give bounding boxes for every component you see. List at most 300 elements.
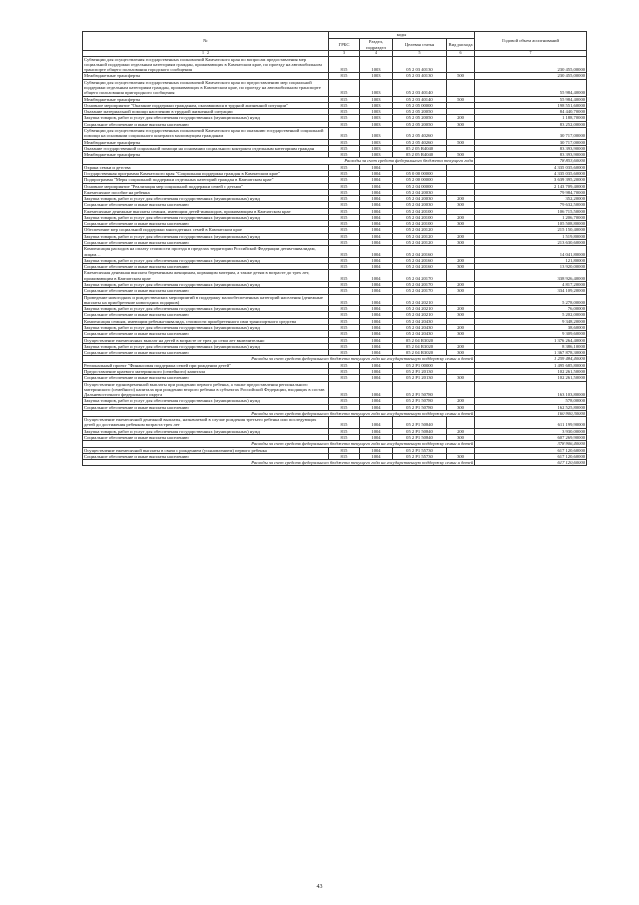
row-sum: 102 261,50000 bbox=[475, 368, 587, 374]
row-sum: 8 386,10000 bbox=[475, 343, 587, 349]
row-sum: 5 278,00000 bbox=[475, 294, 587, 306]
header-target: Целевая статья bbox=[393, 39, 447, 51]
row-kind: 200 bbox=[447, 306, 475, 312]
row-target: 05 2 04 20030 bbox=[393, 202, 447, 208]
row-grbs: 815 bbox=[329, 56, 360, 73]
row-sum: 338 926,40000 bbox=[475, 270, 587, 282]
row-target: 05 2 04 20210 bbox=[393, 306, 447, 312]
row-name: Основное мероприятие "Оказание поддержки гражданам, оказавшимся в трудной жизненной ситуации" bbox=[83, 102, 329, 108]
row-grbs: 815 bbox=[329, 145, 360, 151]
row-kind: 500 bbox=[447, 96, 475, 102]
row-sum: 162 525,80000 bbox=[475, 404, 587, 410]
row-target: 05 2 04 20210 bbox=[393, 294, 447, 306]
table-row bbox=[83, 270, 587, 282]
row-grbs: 815 bbox=[329, 221, 360, 227]
row-name: Закупка товаров, работ и услуг для обеспечения государственных (муниципальных) нужд bbox=[83, 257, 329, 263]
row-grbs: 815 bbox=[329, 164, 360, 170]
row-name: Субвенции для осуществления государственных полномочий Камчатского края по оказанию государственной социальной помощи на основании социального контракта малоимущим гражданам bbox=[83, 127, 329, 139]
row-target: 05 2 05 R4040 bbox=[393, 145, 447, 151]
row-target: 05 2 P1 50840 bbox=[393, 435, 447, 441]
row-sum: 4 817,20000 bbox=[475, 282, 587, 288]
note-text: Расходы за счет средств федерального бюджета текущего года на государственную поддержку семьи и детей bbox=[83, 356, 475, 362]
table-row bbox=[83, 79, 587, 96]
row-section: 1004 bbox=[360, 294, 393, 306]
row-kind: 200 bbox=[447, 428, 475, 434]
row-sum: 38,60000 bbox=[475, 324, 587, 330]
row-kind: 300 bbox=[447, 435, 475, 441]
row-sum: 378 906,40000 bbox=[475, 441, 587, 447]
row-sum: 1 259 484,40000 bbox=[475, 356, 587, 362]
row-kind: 200 bbox=[447, 398, 475, 404]
row-grbs: 815 bbox=[329, 208, 360, 214]
row-grbs: 815 bbox=[329, 152, 360, 158]
row-grbs: 815 bbox=[329, 428, 360, 434]
row-target: 05 2 P1 20130 bbox=[393, 368, 447, 374]
row-section: 1004 bbox=[360, 214, 393, 220]
row-target: 05 2 P1 55730 bbox=[393, 447, 447, 453]
header-kind: Вид расхода bbox=[447, 39, 475, 51]
row-section: 1003 bbox=[360, 139, 393, 145]
row-kind: 300 bbox=[447, 453, 475, 459]
row-section: 1004 bbox=[360, 208, 393, 214]
row-name: Социальное обеспечение и иные выплаты населению bbox=[83, 404, 329, 410]
row-name: Социальное обеспечение и иные выплаты населению bbox=[83, 331, 329, 337]
row-kind bbox=[447, 417, 475, 429]
row-grbs: 815 bbox=[329, 189, 360, 195]
row-sum: 198 551,60000 bbox=[475, 102, 587, 108]
note-text: Расходы за счет средств федерального бюджета текущего года на государственную поддержку семьи и детей bbox=[83, 460, 475, 466]
row-grbs: 815 bbox=[329, 109, 360, 115]
row-section: 1004 bbox=[360, 202, 393, 208]
note-text: Расходы за счет средств федерального бюджета текущего года на государственную поддержку семьи и детей bbox=[83, 441, 475, 447]
row-target: 05 2 04 20210 bbox=[393, 312, 447, 318]
row-section: 1004 bbox=[360, 189, 393, 195]
row-sum: 79 632,50000 bbox=[475, 202, 587, 208]
row-name: Государственная программа Камчатского края "Социальная поддержка граждан в Камчатском крае" bbox=[83, 170, 329, 176]
row-grbs: 815 bbox=[329, 270, 360, 282]
row-name: Социальное обеспечение и иные выплаты населению bbox=[83, 264, 329, 270]
row-section: 1004 bbox=[360, 404, 393, 410]
note-row bbox=[83, 460, 587, 466]
row-grbs: 815 bbox=[329, 312, 360, 318]
row-grbs: 815 bbox=[329, 127, 360, 139]
row-target: 05 2 P1 20130 bbox=[393, 375, 447, 381]
row-name: Оказание материальной помощи населению в трудной жизненной ситуации bbox=[83, 109, 329, 115]
row-kind bbox=[447, 79, 475, 96]
row-name: Межбюджетные трансферты bbox=[83, 96, 329, 102]
row-kind bbox=[447, 270, 475, 282]
row-target: 05 2 03 40130 bbox=[393, 73, 447, 79]
row-name: Межбюджетные трансферты bbox=[83, 139, 329, 145]
row-section: 1004 bbox=[360, 453, 393, 459]
row-name: Социальное обеспечение и иные выплаты населению bbox=[83, 240, 329, 246]
row-kind: 200 bbox=[447, 115, 475, 121]
row-target: 05 2 04 20120 bbox=[393, 227, 447, 233]
row-name: Закупка товаров, работ и услуг для обеспечения государственных (муниципальных) нужд bbox=[83, 233, 329, 239]
row-kind: 200 bbox=[447, 282, 475, 288]
note-text: Расходы за счет средств федерального бюджета текущего года bbox=[83, 158, 475, 164]
row-target: 05 2 04 20160 bbox=[393, 257, 447, 263]
table-row bbox=[83, 294, 587, 306]
row-section: 1003 bbox=[360, 73, 393, 79]
row-kind: 300 bbox=[447, 240, 475, 246]
row-grbs: 815 bbox=[329, 381, 360, 398]
row-kind: 300 bbox=[447, 221, 475, 227]
row-sum: 30 717,00000 bbox=[475, 127, 587, 139]
row-section: 1003 bbox=[360, 56, 393, 73]
page-number: 43 bbox=[316, 884, 323, 890]
row-sum: 55 984,40000 bbox=[475, 96, 587, 102]
row-kind: 200 bbox=[447, 214, 475, 220]
row-sum: 334 109,20000 bbox=[475, 288, 587, 294]
row-target: 05 2 05 20050 bbox=[393, 115, 447, 121]
row-grbs: 815 bbox=[329, 102, 360, 108]
row-kind: 300 bbox=[447, 121, 475, 127]
row-sum: 83 393,90000 bbox=[475, 152, 587, 158]
row-grbs: 815 bbox=[329, 362, 360, 368]
row-kind: 200 bbox=[447, 233, 475, 239]
row-grbs: 815 bbox=[329, 73, 360, 79]
row-name: Оказание государственной социальной помощи на основании социального контракта отдельным категориям граждан bbox=[83, 145, 329, 151]
row-name: Закупка товаров, работ и услуг для обеспечения государственных (муниципальных) нужд bbox=[83, 306, 329, 312]
row-sum: 1 367 878,30000 bbox=[475, 350, 587, 356]
row-sum: 9 348,20000 bbox=[475, 318, 587, 324]
row-grbs: 815 bbox=[329, 121, 360, 127]
row-name: Охрана семьи и детства bbox=[83, 164, 329, 170]
row-sum: 13 920,00000 bbox=[475, 264, 587, 270]
row-sum: 9 309,60000 bbox=[475, 331, 587, 337]
row-grbs: 815 bbox=[329, 288, 360, 294]
row-sum: 2 143 709,40000 bbox=[475, 183, 587, 189]
row-target: 05 2 04 20430 bbox=[393, 331, 447, 337]
row-kind: 300 bbox=[447, 350, 475, 356]
row-kind: 300 bbox=[447, 202, 475, 208]
col-number: 5 bbox=[393, 51, 447, 57]
budget-table bbox=[82, 31, 587, 466]
row-sum: 4 335 035,60000 bbox=[475, 170, 587, 176]
header-total: Годовой объем ассигнований bbox=[475, 32, 587, 51]
row-sum: 83 393,90000 bbox=[475, 145, 587, 151]
row-section: 1004 bbox=[360, 318, 393, 324]
row-sum: 230 455,00000 bbox=[475, 73, 587, 79]
row-kind: 300 bbox=[447, 331, 475, 337]
row-section: 1004 bbox=[360, 282, 393, 288]
row-name: Закупка товаров, работ и услуг для обеспечения государственных (муниципальных) нужд bbox=[83, 282, 329, 288]
header-section: Раздел, подраздел bbox=[360, 39, 393, 51]
row-name: Ежемесячные денежные выплаты семьям, имеющим детей-инвалидов, проживающим в Камчатском крае bbox=[83, 208, 329, 214]
row-grbs: 815 bbox=[329, 115, 360, 121]
row-name: Обеспечение мер социальной поддержки многодетных семей в Камчатском крае bbox=[83, 227, 329, 233]
row-target: 05 2 04 20160 bbox=[393, 264, 447, 270]
row-name: Социальное обеспечение и иные выплаты населению bbox=[83, 312, 329, 318]
row-grbs: 815 bbox=[329, 306, 360, 312]
row-sum: 230 455,00000 bbox=[475, 56, 587, 73]
row-sum: 1 495 685,80000 bbox=[475, 362, 587, 368]
row-name: Ежемесячное пособие на ребенка bbox=[83, 189, 329, 195]
row-grbs: 815 bbox=[329, 417, 360, 429]
row-sum: 84 440,70000 bbox=[475, 109, 587, 115]
row-sum: 1 188,70000 bbox=[475, 115, 587, 121]
row-target: 05 2 04 20170 bbox=[393, 288, 447, 294]
row-grbs: 815 bbox=[329, 233, 360, 239]
table-row bbox=[83, 246, 587, 258]
row-target: 05 2 05 R4040 bbox=[393, 152, 447, 158]
row-section: 1003 bbox=[360, 145, 393, 151]
row-section: 1004 bbox=[360, 417, 393, 429]
row-kind bbox=[447, 381, 475, 398]
row-kind: 300 bbox=[447, 375, 475, 381]
row-kind bbox=[447, 127, 475, 139]
row-name: Осуществление ежемесячных выплат на детей в возрасте от трех до семи лет включительно bbox=[83, 337, 329, 343]
row-kind: 200 bbox=[447, 343, 475, 349]
row-sum: 3 930,00000 bbox=[475, 428, 587, 434]
row-sum: 83 252,00000 bbox=[475, 121, 587, 127]
row-name: Предоставление краевого материнского (семейного) капитала bbox=[83, 368, 329, 374]
row-name: Закупка товаров, работ и услуг для обеспечения государственных (муниципальных) нужд bbox=[83, 214, 329, 220]
row-section: 1004 bbox=[360, 233, 393, 239]
row-section: 1004 bbox=[360, 447, 393, 453]
row-grbs: 815 bbox=[329, 96, 360, 102]
row-sum: 617 120,60000 bbox=[475, 460, 587, 466]
row-section: 1004 bbox=[360, 324, 393, 330]
row-sum: 55 984,40000 bbox=[475, 79, 587, 96]
row-target: 05 2 04 20430 bbox=[393, 324, 447, 330]
row-grbs: 815 bbox=[329, 227, 360, 233]
row-section: 1004 bbox=[360, 257, 393, 263]
row-grbs: 815 bbox=[329, 453, 360, 459]
row-sum: 106 715,50000 bbox=[475, 208, 587, 214]
row-section: 1004 bbox=[360, 240, 393, 246]
row-sum: 617 120,60000 bbox=[475, 453, 587, 459]
row-target: 05 2 04 20170 bbox=[393, 282, 447, 288]
row-section: 1003 bbox=[360, 109, 393, 115]
row-grbs: 815 bbox=[329, 324, 360, 330]
row-target: 05 2 04 20120 bbox=[393, 233, 447, 239]
row-sum: 163 103,80000 bbox=[475, 381, 587, 398]
row-target: 05 2 P1 50840 bbox=[393, 417, 447, 429]
row-grbs: 815 bbox=[329, 375, 360, 381]
row-name: Осуществление ежемесячной денежной выплаты, назначаемой в случае рождения третьего ребенка или последующих детей до достижения ребенком возраста трех лет bbox=[83, 417, 329, 429]
col-number-label: 2 bbox=[207, 50, 209, 55]
row-target: 05 2 04 R3020 bbox=[393, 343, 447, 349]
col-number: 7 bbox=[475, 51, 587, 57]
row-grbs: 815 bbox=[329, 447, 360, 453]
row-target: 05 2 04 20100 bbox=[393, 208, 447, 214]
row-section: 1004 bbox=[360, 398, 393, 404]
row-sum: 3 639 395,20000 bbox=[475, 177, 587, 183]
row-grbs: 815 bbox=[329, 264, 360, 270]
row-target: 05 2 04 20100 bbox=[393, 221, 447, 227]
row-grbs: 815 bbox=[329, 202, 360, 208]
row-name: Социальное обеспечение и иные выплаты населению bbox=[83, 221, 329, 227]
row-grbs: 815 bbox=[329, 282, 360, 288]
row-target: 05 2 04 R3020 bbox=[393, 350, 447, 356]
row-target: 05 2 04 20160 bbox=[393, 246, 447, 258]
row-kind: 500 bbox=[447, 73, 475, 79]
row-grbs: 815 bbox=[329, 368, 360, 374]
row-name: Подпрограмма "Меры социальной поддержки отдельных категорий граждан в Камчатском крае" bbox=[83, 177, 329, 183]
row-section: 1003 bbox=[360, 115, 393, 121]
row-section: 1004 bbox=[360, 183, 393, 189]
row-sum: 5 202,00000 bbox=[475, 312, 587, 318]
row-name: Закупка товаров, работ и услуг для обеспечения государственных (муниципальных) нужд bbox=[83, 398, 329, 404]
row-name: Социальное обеспечение и иные выплаты населению bbox=[83, 375, 329, 381]
row-name: Межбюджетные трансферты bbox=[83, 152, 329, 158]
row-target: 05 2 03 40130 bbox=[393, 56, 447, 73]
row-grbs: 815 bbox=[329, 404, 360, 410]
row-grbs: 815 bbox=[329, 214, 360, 220]
row-section: 1004 bbox=[360, 337, 393, 343]
row-target: 05 2 04 00000 bbox=[393, 183, 447, 189]
col-number-label: 1 bbox=[202, 50, 204, 55]
row-name: Ежемесячная денежная выплата беременным женщинам, кормящим матерям, а также детям в возрасте до трех лет, проживающим в Камчатском крае bbox=[83, 270, 329, 282]
row-kind: 200 bbox=[447, 324, 475, 330]
row-grbs: 815 bbox=[329, 139, 360, 145]
row-grbs: 815 bbox=[329, 318, 360, 324]
col-number: 4 bbox=[360, 51, 393, 57]
row-target: 05 2 P1 50840 bbox=[393, 428, 447, 434]
col-number: 6 bbox=[447, 51, 475, 57]
row-name: Субвенции для осуществления государственных полномочий Камчатского края по предоставлению мер социальной поддержки отдельным категориям граждан, проживающих в Камчатском крае, по проезду на автомобильном транспорте общего пользования пригородного сообщения bbox=[83, 79, 329, 96]
row-name: Социальное обеспечение и иные выплаты населению bbox=[83, 453, 329, 459]
row-name: Закупка товаров, работ и услуг для обеспечения государственных (муниципальных) нужд bbox=[83, 196, 329, 202]
row-section: 1004 bbox=[360, 227, 393, 233]
row-name: Социальное обеспечение и иные выплаты населению bbox=[83, 435, 329, 441]
row-section: 1004 bbox=[360, 428, 393, 434]
row-target: 05 2 04 20120 bbox=[393, 240, 447, 246]
row-name: Основное мероприятие "Реализация мер социальной поддержки семей с детьми" bbox=[83, 183, 329, 189]
header-number: № bbox=[83, 32, 329, 51]
row-section: 1004 bbox=[360, 343, 393, 349]
row-section: 1004 bbox=[360, 177, 393, 183]
row-name: Закупка товаров, работ и услуг для обеспечения государственных (муниципальных) нужд bbox=[83, 115, 329, 121]
row-section: 1004 bbox=[360, 196, 393, 202]
row-sum: 4 335 035,60000 bbox=[475, 164, 587, 170]
row-name: Осуществление ежемесячной выплаты в связи с рождением (усыновлением) первого ребенка bbox=[83, 447, 329, 453]
row-grbs: 815 bbox=[329, 343, 360, 349]
row-sum: 76,00000 bbox=[475, 306, 587, 312]
row-sum: 78 853,60000 bbox=[475, 158, 587, 164]
row-name: Региональный проект "Финансовая поддержка семей при рождении детей" bbox=[83, 362, 329, 368]
row-target: 05 2 03 40140 bbox=[393, 79, 447, 96]
header-grbs: ГРБС bbox=[329, 39, 360, 51]
row-kind: 500 bbox=[447, 139, 475, 145]
row-target: 05 2 04 20100 bbox=[393, 214, 447, 220]
row-name: Межбюджетные трансферты bbox=[83, 73, 329, 79]
row-section: 1003 bbox=[360, 152, 393, 158]
row-grbs: 815 bbox=[329, 257, 360, 263]
row-target: 05 2 P1 50780 bbox=[393, 398, 447, 404]
row-name: Социальное обеспечение и иные выплаты населению bbox=[83, 121, 329, 127]
row-section: 1003 bbox=[360, 102, 393, 108]
row-section: 1003 bbox=[360, 79, 393, 96]
row-section: 1004 bbox=[360, 362, 393, 368]
row-grbs: 815 bbox=[329, 183, 360, 189]
row-grbs: 815 bbox=[329, 435, 360, 441]
row-section: 1004 bbox=[360, 264, 393, 270]
row-name: Проведение новогодних и рождественских мероприятий в поддержку малообеспеченных категорий населения (денежные выплаты на приобретение новогодних подарков) bbox=[83, 294, 329, 306]
row-name: Закупка товаров, работ и услуг для обеспечения государственных (муниципальных) нужд bbox=[83, 343, 329, 349]
row-section: 1004 bbox=[360, 381, 393, 398]
table-row bbox=[83, 56, 587, 73]
row-target: 05 2 03 40140 bbox=[393, 96, 447, 102]
row-target: 05 2 04 20030 bbox=[393, 196, 447, 202]
table-row bbox=[83, 381, 587, 398]
row-sum: 105 508,80000 bbox=[475, 221, 587, 227]
row-section: 1004 bbox=[360, 246, 393, 258]
row-name: Социальное обеспечение и иные выплаты населению bbox=[83, 288, 329, 294]
row-section: 1004 bbox=[360, 312, 393, 318]
row-section: 1004 bbox=[360, 288, 393, 294]
row-section: 1004 bbox=[360, 170, 393, 176]
row-sum: 160 900,30000 bbox=[475, 410, 587, 416]
col-number: 3 bbox=[329, 51, 360, 57]
row-kind bbox=[447, 56, 475, 73]
row-section: 1004 bbox=[360, 375, 393, 381]
row-grbs: 815 bbox=[329, 240, 360, 246]
row-target: 05 2 P1 00000 bbox=[393, 362, 447, 368]
row-name: Осуществление единовременной выплаты при рождении первого ребенка, а также предоставления регионального материнского (семейного) капитала при рождении второго ребенка в субъектах Российской Федерации, входящих в состав Дальневосточного федерального округа bbox=[83, 381, 329, 398]
row-sum: 611 199,90000 bbox=[475, 417, 587, 429]
row-sum: 617 120,60000 bbox=[475, 447, 587, 453]
row-sum: 30 717,00000 bbox=[475, 139, 587, 145]
row-name: Компенсация расходов на оплату стоимости проезда в пределах территории Российской Федерации детям-инвалидам, лицам… bbox=[83, 246, 329, 258]
row-grbs: 815 bbox=[329, 398, 360, 404]
row-section: 1004 bbox=[360, 221, 393, 227]
row-kind: 200 bbox=[447, 257, 475, 263]
row-grbs: 815 bbox=[329, 196, 360, 202]
row-target: 05 2 00 00000 bbox=[393, 177, 447, 183]
row-section: 1003 bbox=[360, 121, 393, 127]
row-section: 1004 bbox=[360, 368, 393, 374]
row-sum: 121,80000 bbox=[475, 257, 587, 263]
row-section: 1004 bbox=[360, 270, 393, 282]
row-target: 05 2 05 20050 bbox=[393, 121, 447, 127]
row-section: 1003 bbox=[360, 127, 393, 139]
row-section: 1004 bbox=[360, 306, 393, 312]
row-grbs: 815 bbox=[329, 79, 360, 96]
row-section: 1004 bbox=[360, 164, 393, 170]
row-section: 1004 bbox=[360, 435, 393, 441]
row-target: 05 2 04 20030 bbox=[393, 189, 447, 195]
row-sum: 1 519,80000 bbox=[475, 233, 587, 239]
row-target: 05 2 P1 50780 bbox=[393, 404, 447, 410]
row-sum: 1 206,70000 bbox=[475, 214, 587, 220]
row-section: 1004 bbox=[360, 331, 393, 337]
row-target: 05 0 00 00000 bbox=[393, 170, 447, 176]
row-sum: 213 630,60000 bbox=[475, 240, 587, 246]
row-section: 1003 bbox=[360, 96, 393, 102]
row-name: Социальное обеспечение и иные выплаты населению bbox=[83, 350, 329, 356]
row-kind: 300 bbox=[447, 404, 475, 410]
row-sum: 215 150,40000 bbox=[475, 227, 587, 233]
row-target: 05 2 05 00000 bbox=[393, 102, 447, 108]
row-name: Закупка товаров, работ и услуг для обеспечения государственных (муниципальных) нужд bbox=[83, 324, 329, 330]
row-grbs: 815 bbox=[329, 246, 360, 258]
row-kind bbox=[447, 294, 475, 306]
row-target: 05 2 04 20430 bbox=[393, 318, 447, 324]
row-name: Субвенции для осуществления государственных полномочий Камчатского края по вопросам предоставления мер социальной поддержки отдельным категориям граждан, проживающих в Камчатском крае, по проезду на автомобильном транспорте общего пользования городского сообщения bbox=[83, 56, 329, 73]
row-target: 05 2 P1 50780 bbox=[393, 381, 447, 398]
row-grbs: 815 bbox=[329, 177, 360, 183]
row-target: 05 2 05 40260 bbox=[393, 127, 447, 139]
row-grbs: 815 bbox=[329, 294, 360, 306]
row-sum: 578,00000 bbox=[475, 398, 587, 404]
row-kind: 300 bbox=[447, 312, 475, 318]
row-target: 05 2 04 20170 bbox=[393, 270, 447, 282]
row-kind: 300 bbox=[447, 288, 475, 294]
row-kind bbox=[447, 246, 475, 258]
